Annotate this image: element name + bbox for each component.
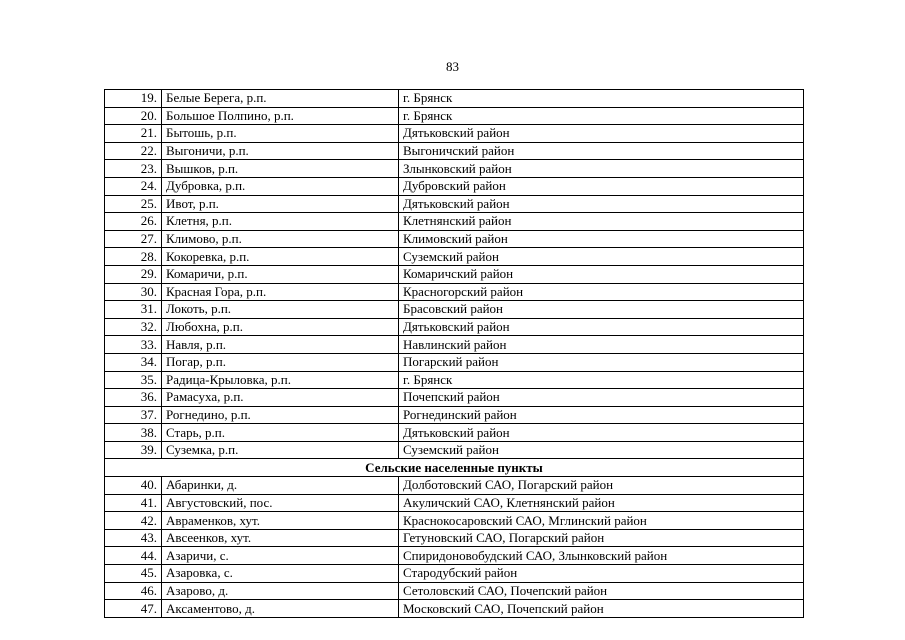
row-number: 30.	[105, 283, 162, 301]
district-name: Дятьковский район	[399, 195, 804, 213]
settlement-name: Локоть, р.п.	[162, 301, 399, 319]
district-name: Клетнянский район	[399, 213, 804, 231]
section-heading: Сельские населенные пункты	[105, 459, 804, 477]
district-name: Дятьковский район	[399, 424, 804, 442]
row-number: 46.	[105, 582, 162, 600]
settlement-name: Вышков, р.п.	[162, 160, 399, 178]
settlement-name: Любохна, р.п.	[162, 318, 399, 336]
settlement-name: Радица-Крыловка, р.п.	[162, 371, 399, 389]
row-number: 47.	[105, 600, 162, 618]
settlement-name: Бытошь, р.п.	[162, 125, 399, 143]
settlement-name: Абаринки, д.	[162, 477, 399, 495]
table-row	[105, 529, 804, 547]
district-name: Навлинский район	[399, 336, 804, 354]
table-row	[105, 177, 804, 195]
row-number: 22.	[105, 142, 162, 160]
row-number: 27.	[105, 230, 162, 248]
row-number: 33.	[105, 336, 162, 354]
row-number: 39.	[105, 441, 162, 459]
table-row	[105, 301, 804, 319]
row-number: 43.	[105, 529, 162, 547]
settlement-name: Старь, р.п.	[162, 424, 399, 442]
district-name: Дятьковский район	[399, 125, 804, 143]
district-name: Брасовский район	[399, 301, 804, 319]
district-name: Суземский район	[399, 441, 804, 459]
table-row	[105, 283, 804, 301]
table-row	[105, 107, 804, 125]
settlement-name: Авраменков, хут.	[162, 512, 399, 530]
district-name: Суземский район	[399, 248, 804, 266]
table-row	[105, 160, 804, 178]
district-name: Спиридоновобудский САО, Злынковский район	[399, 547, 804, 565]
district-name: Климовский район	[399, 230, 804, 248]
row-number: 32.	[105, 318, 162, 336]
district-name: г. Брянск	[399, 90, 804, 108]
table-row	[105, 565, 804, 583]
district-name: Стародубский район	[399, 565, 804, 583]
table-row	[105, 336, 804, 354]
table-row	[105, 424, 804, 442]
urban-settlements-group	[105, 90, 804, 459]
table-row	[105, 142, 804, 160]
district-name: Дятьковский район	[399, 318, 804, 336]
district-name: г. Брянск	[399, 107, 804, 125]
district-name: Гетуновский САО, Погарский район	[399, 529, 804, 547]
district-name: г. Брянск	[399, 371, 804, 389]
row-number: 40.	[105, 477, 162, 495]
table-row	[105, 213, 804, 231]
table-row	[105, 441, 804, 459]
settlement-table	[104, 89, 804, 618]
table-row	[105, 389, 804, 407]
district-name: Акуличский САО, Клетнянский район	[399, 494, 804, 512]
row-number: 38.	[105, 424, 162, 442]
row-number: 24.	[105, 177, 162, 195]
district-name: Московский САО, Почепский район	[399, 600, 804, 618]
table-row	[105, 406, 804, 424]
row-number: 35.	[105, 371, 162, 389]
settlement-name: Кокоревка, р.п.	[162, 248, 399, 266]
table-row	[105, 600, 804, 618]
district-name: Краснокосаровский САО, Мглинский район	[399, 512, 804, 530]
table-row	[105, 353, 804, 371]
settlement-name: Рамасуха, р.п.	[162, 389, 399, 407]
settlement-name: Дубровка, р.п.	[162, 177, 399, 195]
settlement-name: Выгоничи, р.п.	[162, 142, 399, 160]
settlement-name: Азарово, д.	[162, 582, 399, 600]
row-number: 21.	[105, 125, 162, 143]
row-number: 42.	[105, 512, 162, 530]
table-row	[105, 477, 804, 495]
settlement-name: Августовский, пос.	[162, 494, 399, 512]
row-number: 37.	[105, 406, 162, 424]
row-number: 29.	[105, 265, 162, 283]
district-name: Почепский район	[399, 389, 804, 407]
table-row	[105, 512, 804, 530]
settlement-name: Навля, р.п.	[162, 336, 399, 354]
table-row	[105, 265, 804, 283]
rural-settlements-group	[105, 477, 804, 618]
settlement-name: Климово, р.п.	[162, 230, 399, 248]
settlement-name: Авсеенков, хут.	[162, 529, 399, 547]
settlement-name: Белые Берега, р.п.	[162, 90, 399, 108]
settlement-name: Погар, р.п.	[162, 353, 399, 371]
row-number: 36.	[105, 389, 162, 407]
row-number: 45.	[105, 565, 162, 583]
settlement-name: Рогнедино, р.п.	[162, 406, 399, 424]
row-number: 41.	[105, 494, 162, 512]
district-name: Рогнединский район	[399, 406, 804, 424]
settlement-name: Клетня, р.п.	[162, 213, 399, 231]
page-number: 83	[446, 59, 459, 74]
settlement-name: Красная Гора, р.п.	[162, 283, 399, 301]
row-number: 19.	[105, 90, 162, 108]
table-row	[105, 494, 804, 512]
row-number: 20.	[105, 107, 162, 125]
settlement-name: Большое Полпино, р.п.	[162, 107, 399, 125]
settlement-name: Азаричи, с.	[162, 547, 399, 565]
district-name: Красногорский район	[399, 283, 804, 301]
district-name: Комаричский район	[399, 265, 804, 283]
settlement-name: Суземка, р.п.	[162, 441, 399, 459]
row-number: 23.	[105, 160, 162, 178]
table-row	[105, 195, 804, 213]
table-row	[105, 582, 804, 600]
row-number: 26.	[105, 213, 162, 231]
district-name: Дубровский район	[399, 177, 804, 195]
table-row	[105, 371, 804, 389]
settlement-name: Аксаментово, д.	[162, 600, 399, 618]
section-heading-group	[105, 459, 804, 477]
table-row	[105, 230, 804, 248]
table-row	[105, 248, 804, 266]
table-row	[105, 125, 804, 143]
table-row	[105, 318, 804, 336]
section-heading-row	[105, 459, 804, 477]
settlement-name: Азаровка, с.	[162, 565, 399, 583]
table-row	[105, 547, 804, 565]
district-name: Сетоловский САО, Почепский район	[399, 582, 804, 600]
row-number: 25.	[105, 195, 162, 213]
settlement-name: Ивот, р.п.	[162, 195, 399, 213]
row-number: 28.	[105, 248, 162, 266]
district-name: Злынковский район	[399, 160, 804, 178]
table-row	[105, 90, 804, 108]
row-number: 44.	[105, 547, 162, 565]
row-number: 31.	[105, 301, 162, 319]
row-number: 34.	[105, 353, 162, 371]
district-name: Долботовский САО, Погарский район	[399, 477, 804, 495]
settlement-name: Комаричи, р.п.	[162, 265, 399, 283]
district-name: Выгоничский район	[399, 142, 804, 160]
district-name: Погарский район	[399, 353, 804, 371]
